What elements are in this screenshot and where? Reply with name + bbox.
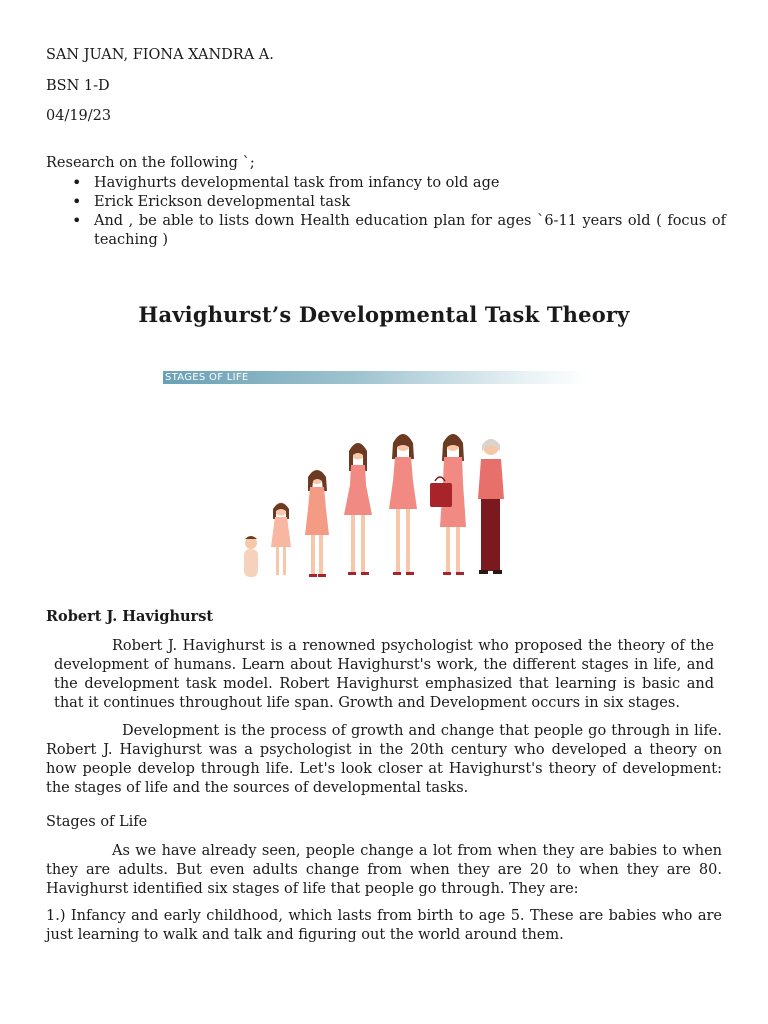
paragraph-development: Development is the process of growth and change that people go through in life. Robert J. Havighurst was a psychologist in the 20th century who developed a theory on how people develop through life. Let's look closer at Havighurst's theory of development: the stages of life and the sources of developmental tasks. bbox=[46, 723, 722, 796]
figure-toddler bbox=[271, 503, 291, 576]
figure-elder bbox=[478, 439, 504, 574]
research-lead: Research on the following `; bbox=[46, 155, 255, 171]
bullet-item: • Erick Erickson developmental task bbox=[46, 193, 726, 212]
bullet-item: • Havighurts developmental task from infancy to old age bbox=[46, 174, 726, 193]
author-heading: Robert J. Havighurst bbox=[46, 608, 214, 625]
student-section: BSN 1-D bbox=[46, 78, 110, 94]
figure-teen bbox=[344, 443, 372, 575]
figure-young-adult bbox=[389, 434, 417, 575]
figure-adult bbox=[430, 434, 466, 575]
page-title: Havighurst’s Developmental Task Theory bbox=[138, 302, 630, 327]
stages-of-life-figure bbox=[163, 369, 589, 587]
paragraph-intro: Robert J. Havighurst is a renowned psychologist who proposed the theory of the development of humans. Learn about Havighurst's work, the different stages in life, and the development task model. Robert Havighurst emphasized that learning is basic and that it continues throughout life span. Growth and Development occurs in six stages. bbox=[54, 638, 714, 711]
research-bullet-list bbox=[46, 174, 726, 250]
figure-banner-text: STAGES OF LIFE bbox=[165, 372, 249, 383]
life-stages-illustration bbox=[163, 369, 589, 587]
stages-heading: Stages of Life bbox=[46, 814, 148, 830]
paragraph-stages: As we have already seen, people change a lot from when they are babies to when they are adults. But even adults change from when they are 20 to when they are 80. Havighurst identified six stages of life that people go through. They are: bbox=[46, 843, 722, 897]
paragraph-stage-one: 1.) Infancy and early childhood, which lasts from birth to age 5. These are babies who are just learning to walk and talk and figuring out the world around them. bbox=[46, 908, 722, 943]
bullet-item: • And , be able to lists down Health education plan for ages `6-11 years old ( focus of teaching ) bbox=[46, 212, 726, 250]
figure-child bbox=[305, 470, 329, 577]
student-name: SAN JUAN, FIONA XANDRA A. bbox=[46, 47, 274, 63]
figure-baby bbox=[244, 536, 258, 577]
document-date: 04/19/23 bbox=[46, 108, 112, 124]
